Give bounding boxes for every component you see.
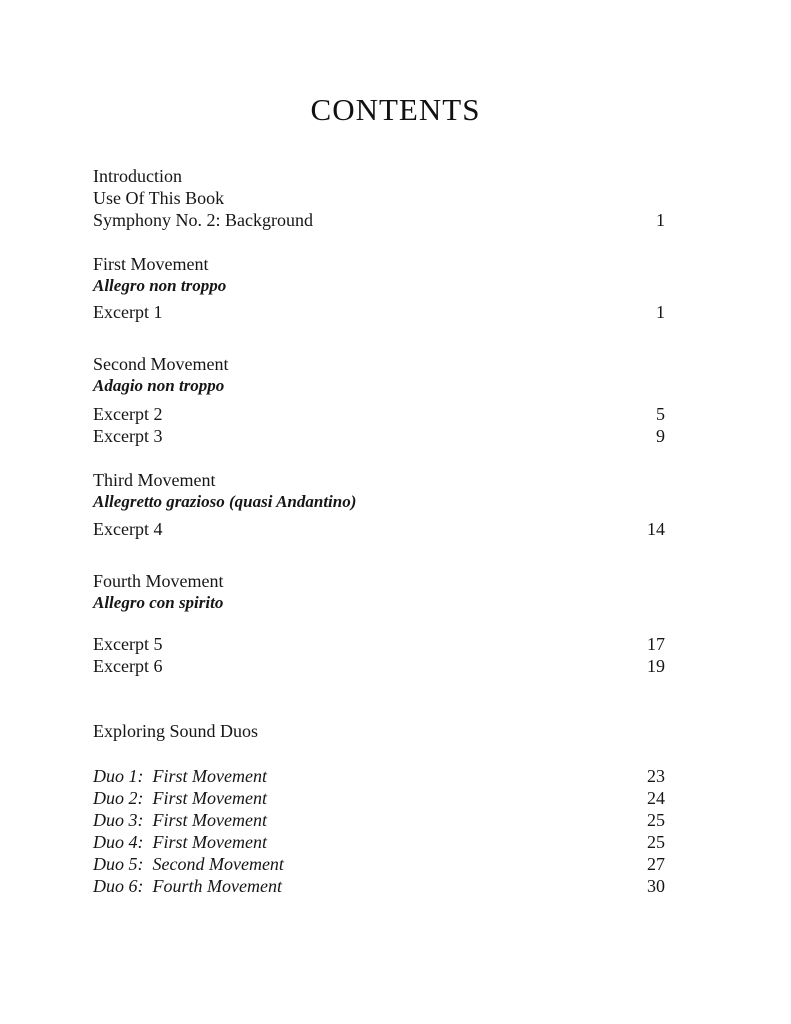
toc-entry-page: 24 bbox=[647, 788, 665, 808]
table-of-contents bbox=[93, 165, 665, 897]
toc-tempo-label: Allegro non troppo bbox=[93, 276, 227, 295]
toc-row-tempo-marking bbox=[93, 375, 665, 397]
toc-entry-page: 25 bbox=[647, 810, 665, 830]
toc-row-duo-2 bbox=[93, 787, 665, 809]
toc-section-heading: Third Movement bbox=[93, 470, 216, 490]
toc-tempo-label: Allegretto grazioso (quasi Andantino) bbox=[93, 492, 357, 511]
toc-entry-label: Excerpt 4 bbox=[93, 519, 163, 539]
toc-entry-label: Introduction bbox=[93, 166, 182, 186]
toc-row-fourth-movement bbox=[93, 570, 665, 592]
toc-entry-page: 1 bbox=[656, 210, 665, 230]
toc-row-tempo-marking bbox=[93, 592, 665, 614]
page-title: CONTENTS bbox=[310, 92, 481, 127]
toc-row-tempo-marking bbox=[93, 275, 665, 297]
toc-row-excerpt-5 bbox=[93, 633, 665, 655]
toc-tempo-label: Allegro con spirito bbox=[93, 593, 224, 612]
toc-row-introduction bbox=[93, 165, 665, 187]
toc-entry-label: Excerpt 6 bbox=[93, 656, 163, 676]
toc-section-heading: Exploring Sound Duos bbox=[93, 721, 259, 741]
toc-row-excerpt-3 bbox=[93, 425, 665, 447]
toc-row-excerpt-2 bbox=[93, 403, 665, 425]
toc-row-excerpt-4 bbox=[93, 518, 665, 540]
toc-entry-label: Excerpt 2 bbox=[93, 404, 163, 424]
toc-row-second-movement bbox=[93, 353, 665, 375]
toc-entry-label: Duo 2: First Movement bbox=[93, 788, 267, 808]
toc-row-duo-4 bbox=[93, 831, 665, 853]
toc-row-excerpt-1 bbox=[93, 301, 665, 323]
toc-entry-label: Excerpt 1 bbox=[93, 302, 163, 322]
toc-entry-label: Duo 1: First Movement bbox=[93, 766, 267, 786]
toc-row-symphony-background bbox=[93, 209, 665, 231]
toc-entry-page: 9 bbox=[656, 426, 665, 446]
toc-row-duo-6 bbox=[93, 875, 665, 897]
toc-row-excerpt-6 bbox=[93, 655, 665, 677]
toc-entry-page: 23 bbox=[647, 766, 665, 786]
toc-entry-label: Excerpt 5 bbox=[93, 634, 163, 654]
toc-entry-label: Symphony No. 2: Background bbox=[93, 210, 313, 230]
toc-row-duo-3 bbox=[93, 809, 665, 831]
toc-entry-label: Duo 4: First Movement bbox=[93, 832, 267, 852]
toc-row-tempo-marking bbox=[93, 491, 665, 513]
toc-row-third-movement bbox=[93, 469, 665, 491]
toc-entry-page: 1 bbox=[656, 302, 665, 322]
toc-entry-page: 25 bbox=[647, 832, 665, 852]
toc-entry-page: 30 bbox=[647, 876, 665, 896]
toc-row-exploring-sound-duos bbox=[93, 720, 665, 742]
toc-entry-page: 27 bbox=[647, 854, 665, 874]
toc-section-heading: First Movement bbox=[93, 254, 209, 274]
toc-row-duo-1 bbox=[93, 765, 665, 787]
toc-entry-page: 5 bbox=[656, 404, 665, 424]
toc-entry-label: Duo 6: Fourth Movement bbox=[93, 876, 282, 896]
toc-row-use-of-this-book bbox=[93, 187, 665, 209]
toc-tempo-label: Adagio non troppo bbox=[93, 376, 225, 395]
toc-entry-label: Excerpt 3 bbox=[93, 426, 163, 446]
toc-row-first-movement bbox=[93, 253, 665, 275]
toc-entry-page: 14 bbox=[647, 519, 665, 539]
toc-entry-label: Use Of This Book bbox=[93, 188, 225, 208]
toc-row-duo-5 bbox=[93, 853, 665, 875]
toc-entry-page: 19 bbox=[647, 656, 665, 676]
toc-entry-label: Duo 5: Second Movement bbox=[93, 854, 284, 874]
toc-section-heading: Fourth Movement bbox=[93, 571, 224, 591]
toc-entry-label: Duo 3: First Movement bbox=[93, 810, 267, 830]
toc-entry-page: 17 bbox=[647, 634, 665, 654]
toc-section-heading: Second Movement bbox=[93, 354, 229, 374]
